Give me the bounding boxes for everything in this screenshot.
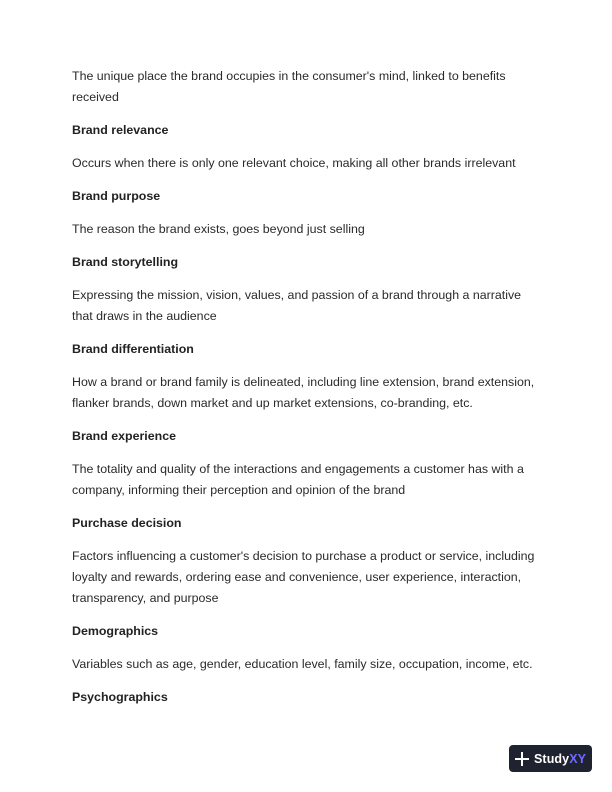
definition-text: How a brand or brand family is delineated, including line extension, brand extension, flanker brands, down market and up market extensions, co-branding, etc. <box>72 375 535 410</box>
definition-text: The totality and quality of the interactions and engagements a customer has with a company, informing their perception and opinion of the brand <box>72 462 524 497</box>
definition-text: Factors influencing a customer's decision to purchase a product or service, including loyalty and rewards, ordering ease and convenience, user experience, interaction, transparency, and purpose <box>72 549 535 605</box>
term-heading: Brand storytelling <box>72 255 179 269</box>
definition-text: The unique place the brand occupies in the consumer's mind, linked to benefits received <box>72 69 506 104</box>
document-body <box>72 66 542 708</box>
term-heading: Demographics <box>72 624 159 638</box>
term-heading: Brand relevance <box>72 123 169 137</box>
term-heading: Brand differentiation <box>72 342 194 356</box>
term-heading: Purchase decision <box>72 516 182 530</box>
term-heading: Brand purpose <box>72 189 161 203</box>
definition-text: Variables such as age, gender, education level, family size, occupation, income, etc. <box>72 657 533 671</box>
term-heading: Psychographics <box>72 690 168 704</box>
logo-xy-text: XY <box>569 751 587 766</box>
studyxy-badge[interactable] <box>509 745 592 772</box>
definition-text: The reason the brand exists, goes beyond just selling <box>72 222 365 236</box>
studyxy-logo <box>534 752 586 766</box>
logo-study-text: Study <box>534 751 570 766</box>
term-heading: Brand experience <box>72 429 176 443</box>
definition-text: Occurs when there is only one relevant choice, making all other brands irrelevant <box>72 156 516 170</box>
plus-icon <box>515 752 529 766</box>
definition-text: Expressing the mission, vision, values, and passion of a brand through a narrative that draws in the audience <box>72 288 522 323</box>
